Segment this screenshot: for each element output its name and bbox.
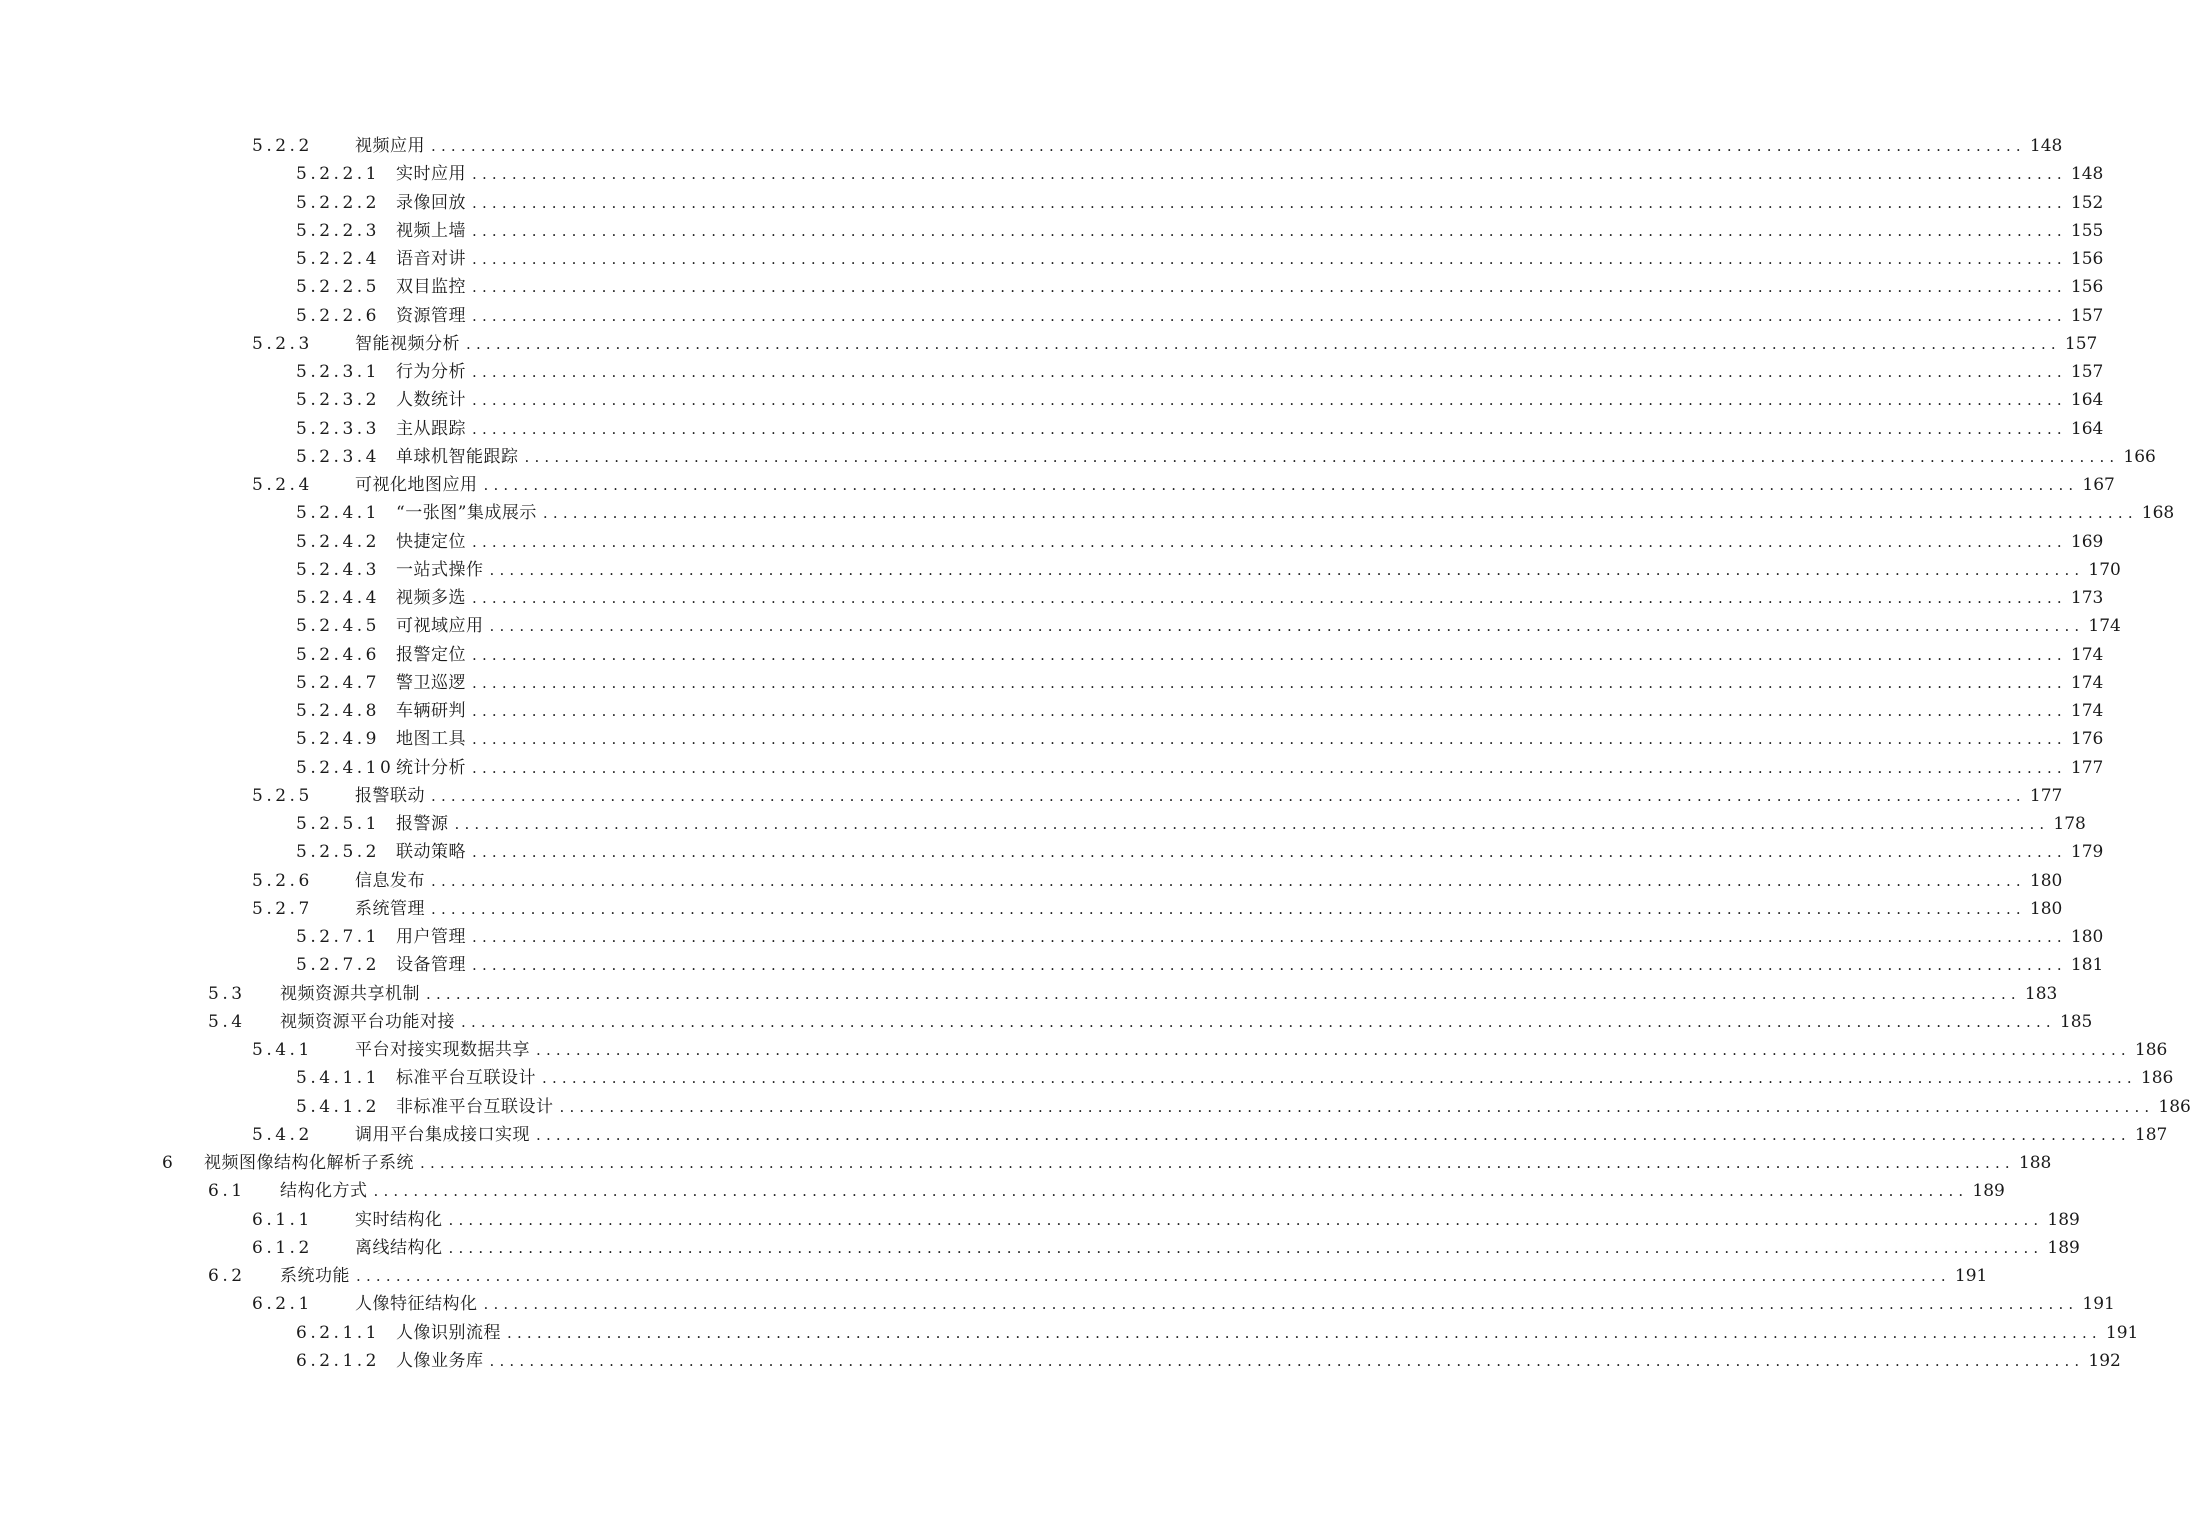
toc-entry-title: 系统功能 [280,1266,350,1286]
toc-entry-page-number: 156 [2070,249,2104,269]
toc-entry-title: 信息发布 [355,870,425,891]
dot-leader: ................................................................................................................................................................ [483,476,2079,494]
toc-entry-number: 5.2.2.1 [296,164,380,185]
toc-entry-title: 快捷定位 [396,531,466,552]
toc-entry-page-number: 191 [1954,1266,1988,1286]
toc-entry-title: 非标准平台互联设计 [396,1096,554,1117]
toc-entry-title: 行为分析 [396,362,466,382]
toc-entry-body [396,1321,2139,1345]
toc-entry-number: 6.1 [208,1181,246,1202]
toc-entry[interactable] [296,1066,2174,1090]
toc-entry-page-number: 174 [2070,644,2104,665]
toc-entry-number: 5.2.2.5 [296,277,380,298]
toc-entry-title: 联动策略 [396,842,466,863]
toc-entry-number: 5.2.3.2 [296,390,380,411]
toc-entry-number: 5.2.4.4 [296,588,380,608]
toc-entry-page-number: 191 [2105,1322,2139,1343]
toc-entry-number: 5.3 [208,983,246,1004]
dot-leader: ................................................................................................................................................................ [472,221,2067,240]
toc-entry-title: 语音对讲 [396,249,466,269]
toc-entry-page-number: 148 [2070,164,2104,185]
toc-entry[interactable] [296,247,2104,271]
toc-entry-page-number: 157 [2070,305,2104,326]
toc-entry-title: 人像特征结构化 [355,1294,478,1315]
toc-entry[interactable] [296,671,2104,695]
toc-entry-title: 视频资源共享机制 [280,983,420,1004]
dot-leader: ................................................................................................................................................................ [489,1351,2085,1370]
toc-entry[interactable] [296,756,2104,780]
dot-leader: ................................................................................................................................................................ [472,250,2067,268]
toc-entry-body [355,1292,2115,1316]
toc-entry-title: 视频上墙 [396,220,466,241]
toc-entry-number: 6.2.1.2 [296,1350,380,1371]
toc-entry-number: 5.2.3.1 [296,362,380,382]
toc-entry-title: 警卫巡逻 [396,672,466,693]
dot-leader: ................................................................................................................................................................ [489,617,2085,636]
toc-entry-title: 一站式操作 [396,559,484,580]
dot-leader: ................................................................................................................................................................ [472,589,2067,607]
dot-leader: ................................................................................................................................................................ [536,1125,2131,1144]
toc-entry-number: 5.2.3 [252,333,313,354]
dot-leader: ................................................................................................................................................................ [431,871,2026,890]
toc-entry-title: 车辆研判 [396,701,466,721]
toc-entry[interactable] [296,586,2104,610]
toc-entry-number: 5.2.4.10 [296,757,395,778]
toc-entry[interactable] [296,925,2104,949]
toc-entry[interactable] [296,275,2104,299]
dot-leader: ................................................................................................................................................................ [483,1295,2079,1314]
toc-entry-body [396,925,2104,949]
toc-entry-page-number: 186 [2140,1068,2174,1089]
dot-leader: ................................................................................................................................................................ [472,702,2067,720]
dot-leader: ................................................................................................................................................................ [536,1041,2131,1059]
dot-leader: ................................................................................................................................................................ [426,984,2021,1003]
toc-entry[interactable] [296,501,2175,525]
toc-entry-title: 系统管理 [355,898,425,919]
toc-entry-body [355,869,2063,893]
toc-entry-body [396,812,2086,836]
toc-entry-body [396,699,2104,723]
toc-entry[interactable] [296,840,2104,864]
toc-entry[interactable] [252,1236,2080,1260]
toc-entry-number: 5.2.5.2 [296,842,380,863]
toc-entry-body [396,1066,2174,1090]
toc-entry-body [396,530,2104,554]
toc-entry-page-number: 183 [2024,983,2058,1004]
dot-leader: ................................................................................................................................................................ [466,334,2061,353]
toc-entry-body [355,1208,2080,1232]
toc-entry[interactable] [252,332,2098,356]
dot-leader: ................................................................................................................................................................ [472,306,2067,325]
toc-entry-page-number: 166 [2123,446,2156,467]
toc-entry-number: 5.2.7.1 [296,927,380,947]
toc-entry[interactable] [296,1095,2191,1119]
toc-entry[interactable] [296,219,2104,243]
toc-entry-number: 6 [162,1153,177,1173]
toc-entry-title: 视频资源平台功能对接 [280,1011,455,1032]
toc-entry[interactable] [296,1321,2139,1345]
toc-entry-title: 设备管理 [396,955,466,976]
toc-entry-page-number: 176 [2070,729,2104,750]
toc-entry-number: 6.2.1.1 [296,1322,380,1343]
toc-entry-body [396,417,2104,441]
toc-entry-title: 人像识别流程 [396,1322,501,1343]
toc-entry-title: 平台对接实现数据共享 [355,1040,530,1060]
toc-entry-number: 5.2.4.9 [296,729,380,750]
toc-entry[interactable] [252,1038,2168,1062]
toc-entry-number: 5.4.1 [252,1040,313,1060]
toc-entry[interactable] [296,304,2104,328]
toc-entry-body [396,445,2156,469]
toc-entry-number: 5.2.5.1 [296,814,380,834]
toc-entry-number: 5.2.2.6 [296,305,380,326]
toc-entry-body [355,1038,2168,1062]
toc-entry-title: 实时应用 [396,164,466,185]
dot-leader: ................................................................................................................................................................ [461,1012,2056,1031]
toc-entry-number: 5.2.4.7 [296,672,380,693]
toc-entry-title: 标准平台互联设计 [396,1068,536,1089]
toc-entry-title: 报警定位 [396,644,466,665]
toc-entry-number: 5.2.2 [252,136,313,156]
toc-entry-title: 单球机智能跟踪 [396,446,519,467]
toc-entry-number: 5.2.4.1 [296,503,380,524]
toc-entry[interactable] [296,558,2121,582]
toc-entry[interactable] [252,1208,2080,1232]
toc-entry[interactable] [252,1123,2168,1147]
toc-entry-page-number: 189 [1972,1181,2005,1202]
toc-entry[interactable] [296,614,2121,638]
toc-entry-title: 双目监控 [396,277,466,298]
toc-entry-page-number: 174 [2070,672,2104,693]
dot-leader: ................................................................................................................................................................ [472,730,2067,749]
toc-entry-page-number: 170 [2088,559,2121,580]
toc-entry[interactable] [252,897,2063,921]
toc-entry-page-number: 174 [2070,701,2104,721]
toc-entry-title: 报警源 [396,814,449,834]
toc-entry-body [396,614,2121,638]
toc-entry-number: 5.2.2.4 [296,249,380,269]
toc-entry-page-number: 185 [2059,1011,2093,1032]
toc-entry-title: 视频图像结构化解析子系统 [204,1153,414,1173]
toc-entry-body [396,501,2175,525]
toc-entry-title: 报警联动 [355,785,425,806]
toc-entry-title: 人像业务库 [396,1350,484,1371]
toc-entry-title: 人数统计 [396,390,466,411]
toc-entry-page-number: 174 [2088,616,2121,637]
toc-entry-body [396,840,2104,864]
toc-entry-number: 5.2.4.6 [296,644,380,665]
toc-entry-body [355,1236,2080,1260]
toc-entry-body [396,643,2104,667]
toc-entry[interactable] [296,191,2104,215]
dot-leader: ................................................................................................................................................................ [472,193,2067,212]
toc-entry-number: 5.2.2.2 [296,192,380,213]
toc-entry-number: 5.2.6 [252,870,313,891]
toc-entry-body [396,756,2104,780]
dot-leader: ................................................................................................................................................................ [431,786,2026,805]
toc-entry-body [204,1151,2052,1175]
toc-entry[interactable] [252,869,2063,893]
toc-entry-title: 调用平台集成接口实现 [355,1124,530,1145]
dot-leader: ................................................................................................................................................................ [431,137,2026,155]
toc-entry[interactable] [252,1292,2115,1316]
toc-entry-title: 视频多选 [396,588,466,608]
toc-entry-body [396,953,2104,977]
toc-entry-number: 5.2.4.3 [296,559,380,580]
toc-entry-body [396,219,2104,243]
toc-entry-number: 6.2 [208,1266,246,1286]
toc-entry-page-number: 177 [2029,785,2063,806]
dot-leader: ................................................................................................................................................................ [472,165,2067,184]
toc-entry-number: 5.4 [208,1011,246,1032]
toc-entry-body [396,558,2121,582]
toc-entry-number: 5.2.7.2 [296,955,380,976]
toc-entry-page-number: 189 [2047,1237,2080,1258]
toc-entry-number: 5.4.1.2 [296,1096,380,1117]
dot-leader: ................................................................................................................................................................ [472,843,2067,862]
toc-entry-body [396,388,2104,412]
toc-entry-page-number: 157 [2064,333,2098,354]
toc-entry-body [396,191,2104,215]
toc-entry-body [396,586,2104,610]
toc-entry-title: 可视化地图应用 [355,475,478,495]
toc-entry-number: 5.2.3.3 [296,418,380,439]
toc-entry-page-number: 148 [2029,136,2063,156]
toc-entry-page-number: 180 [2029,870,2063,891]
toc-entry-body [355,784,2063,808]
toc-entry-title: “一张图”集成展示 [396,503,537,524]
toc-entry-body [355,473,2115,497]
toc-entry-body [396,247,2104,271]
dot-leader: ................................................................................................................................................................ [472,532,2067,551]
toc-entry-title: 智能视频分析 [355,333,460,354]
toc-entry-title: 结构化方式 [280,1181,368,1202]
toc-entry[interactable] [208,1010,2093,1034]
toc-entry-body [396,360,2104,384]
dot-leader: ................................................................................................................................................................ [472,928,2067,946]
toc-entry-body [355,897,2063,921]
toc-entry-number: 5.2.4.2 [296,531,380,552]
toc-entry[interactable] [296,445,2156,469]
dot-leader: ................................................................................................................................................................ [472,391,2067,410]
toc-entry[interactable] [252,784,2063,808]
toc-entry-number: 5.2.3.4 [296,446,380,467]
toc-entry[interactable] [208,1179,2005,1203]
toc-entry-page-number: 191 [2082,1294,2115,1315]
toc-entry-number: 5.2.7 [252,898,313,919]
toc-entry-title: 主从跟踪 [396,418,466,439]
toc-entry-title: 录像回放 [396,192,466,213]
toc-entry[interactable] [296,643,2104,667]
toc-entry[interactable] [296,1349,2121,1373]
dot-leader: ................................................................................................................................................................ [420,1154,2015,1172]
toc-entry-page-number: 164 [2070,418,2104,439]
dot-leader: ................................................................................................................................................................ [542,504,2138,523]
toc-entry-page-number: 152 [2070,192,2104,213]
toc-entry-number: 6.2.1 [252,1294,313,1315]
toc-entry-page-number: 173 [2070,588,2104,608]
dot-leader: ................................................................................................................................................................ [559,1097,2155,1116]
toc-entry-number: 5.2.2.3 [296,220,380,241]
dot-leader: ................................................................................................................................................................ [472,673,2067,692]
toc-entry-number: 5.2.4 [252,475,313,495]
toc-entry[interactable] [296,360,2104,384]
toc-entry-body [280,1010,2093,1034]
toc-entry-title: 资源管理 [396,305,466,326]
toc-entry-body [396,1349,2121,1373]
toc-entry-page-number: 186 [2158,1096,2191,1117]
toc-entry-body [355,332,2098,356]
toc-entry-page-number: 178 [2053,814,2086,834]
dot-leader: ................................................................................................................................................................ [448,1238,2044,1257]
toc-entry-body [280,1179,2005,1203]
toc-entry-title: 离线结构化 [355,1237,443,1258]
toc-entry-body [396,671,2104,695]
dot-leader: ................................................................................................................................................................ [489,560,2085,579]
toc-entry[interactable] [296,417,2104,441]
toc-entry-title: 用户管理 [396,927,466,947]
toc-entry-title: 可视域应用 [396,616,484,637]
toc-entry-page-number: 156 [2070,277,2104,298]
toc-entry-page-number: 181 [2070,955,2104,976]
toc-entry-body [396,304,2104,328]
toc-entry-page-number: 168 [2141,503,2175,524]
toc-entry-body [396,162,2104,186]
toc-entry-body [396,275,2104,299]
toc-entry-number: 5.4.2 [252,1124,313,1145]
toc-entry-page-number: 188 [2018,1153,2052,1173]
toc-entry-page-number: 157 [2070,362,2104,382]
toc-entry-page-number: 186 [2134,1040,2168,1060]
toc-entry-page-number: 187 [2134,1124,2168,1145]
toc-entry-number: 5.2.4.5 [296,616,380,637]
toc-entry[interactable] [296,530,2104,554]
toc-entry-page-number: 192 [2088,1350,2121,1371]
toc-entry-title: 实时结构化 [355,1209,443,1230]
toc-entry-body [355,134,2063,158]
dot-leader: ................................................................................................................................................................ [507,1323,2102,1342]
toc-entry[interactable] [252,134,2063,158]
toc-entry-title: 视频应用 [355,136,425,156]
dot-leader: ................................................................................................................................................................ [454,815,2050,833]
toc-entry-title: 统计分析 [396,757,466,778]
toc-entry[interactable] [296,388,2104,412]
toc-entry-page-number: 189 [2047,1209,2080,1230]
toc-entry[interactable] [296,162,2104,186]
dot-leader: ................................................................................................................................................................ [431,899,2026,918]
dot-leader: ................................................................................................................................................................ [472,363,2067,381]
toc-entry[interactable] [296,812,2086,836]
toc-entry-body [396,727,2104,751]
toc-entry-page-number: 179 [2070,842,2104,863]
toc-entry[interactable] [162,1151,2052,1175]
toc-entry-number: 5.4.1.1 [296,1068,380,1089]
toc-entry-page-number: 180 [2029,898,2063,919]
toc-entry[interactable] [208,1264,1988,1288]
toc-entry[interactable] [296,699,2104,723]
toc-entry-page-number: 155 [2070,220,2104,241]
dot-leader: ................................................................................................................................................................ [472,419,2067,438]
dot-leader: ................................................................................................................................................................ [448,1210,2044,1229]
toc-entry-number: 6.1.1 [252,1209,313,1230]
toc-entry[interactable] [252,473,2115,497]
toc-entry-body [396,1095,2191,1119]
toc-entry-body [280,1264,1988,1288]
toc-entry-page-number: 169 [2070,531,2104,552]
dot-leader: ................................................................................................................................................................ [472,758,2067,777]
dot-leader: ................................................................................................................................................................ [472,956,2067,975]
toc-entry-body [280,982,2058,1006]
dot-leader: ................................................................................................................................................................ [373,1182,1969,1201]
dot-leader: ................................................................................................................................................................ [524,447,2120,466]
toc-entry-body [355,1123,2168,1147]
toc-entry[interactable] [208,982,2058,1006]
toc-entry-title: 地图工具 [396,729,466,750]
toc-entry-number: 5.2.5 [252,785,313,806]
toc-entry-page-number: 180 [2070,927,2104,947]
toc-entry[interactable] [296,953,2104,977]
dot-leader: ................................................................................................................................................................ [472,645,2067,664]
toc-entry[interactable] [296,727,2104,751]
toc-entry-page-number: 164 [2070,390,2104,411]
toc-entry-page-number: 167 [2082,475,2115,495]
toc-entry-number: 5.2.4.8 [296,701,380,721]
toc-entry-number: 6.1.2 [252,1237,313,1258]
toc-entry-page-number: 177 [2070,757,2104,778]
dot-leader: ................................................................................................................................................................ [356,1267,1951,1285]
dot-leader: ................................................................................................................................................................ [472,278,2067,297]
dot-leader: ................................................................................................................................................................ [542,1069,2137,1088]
